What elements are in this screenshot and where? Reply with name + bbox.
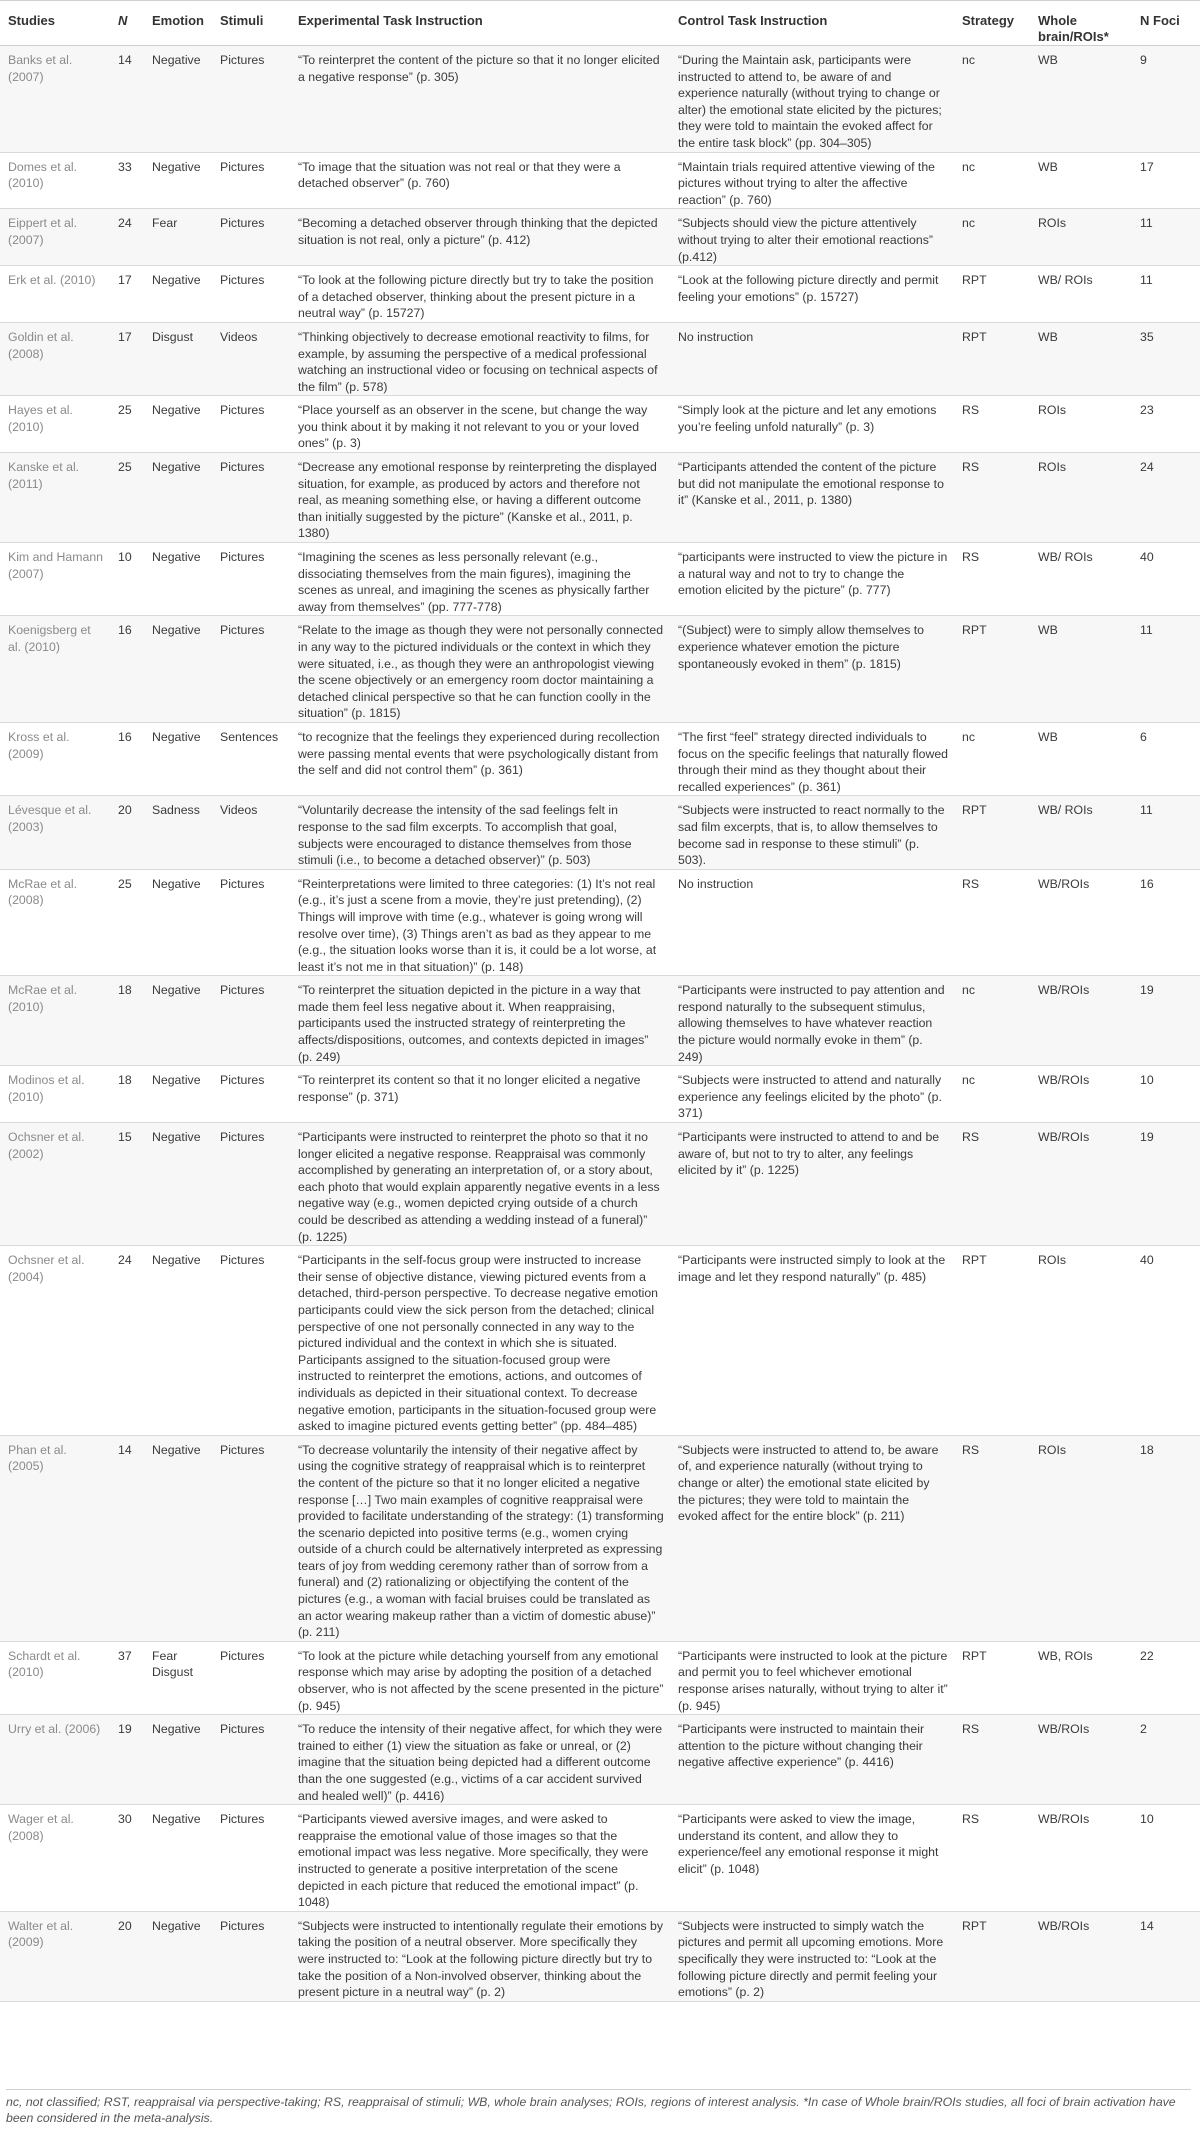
table-row xyxy=(0,1123,1200,1246)
table-row xyxy=(0,322,1200,395)
emotion-cell: Fear Disgust xyxy=(144,1641,212,1714)
whole-brain-rois-cell: WB xyxy=(1030,322,1132,395)
experimental-instruction: “To look at the picture while detaching yourself from any emotional response which may arise by adopting the position of a detached observer, who is not affected by the scene presented in the picture” (p. 945) xyxy=(290,1641,670,1714)
study-name: Kanske et al. (2011) xyxy=(0,453,110,543)
n-foci-cell: 18 xyxy=(1132,1435,1200,1641)
experimental-instruction: “To look at the following picture directly but try to take the position of a detached observer, thinking about the present picture in a neutral way” (p. 15727) xyxy=(290,266,670,323)
stimuli-cell: Pictures xyxy=(212,1641,290,1714)
header-n: N xyxy=(110,1,144,46)
n-foci-cell: 23 xyxy=(1132,396,1200,453)
study-name: Lévesque et al. (2003) xyxy=(0,796,110,869)
table-row xyxy=(0,1805,1200,1912)
experimental-instruction: “Decrease any emotional response by reinterpreting the displayed situation, for example, as produced by actors and therefore not real, as meaning something else, or having a different outcome than initially suggested by the picture” (Kanske et al., 2011, p. 1380) xyxy=(290,453,670,543)
n-foci-cell: 40 xyxy=(1132,543,1200,616)
strategy-cell: RPT xyxy=(954,796,1030,869)
table-row xyxy=(0,796,1200,869)
stimuli-cell: Pictures xyxy=(212,1066,290,1123)
emotion-cell: Fear xyxy=(144,209,212,266)
control-instruction: “(Subject) were to simply allow themselves to experience whatever emotion the picture spontaneously evoked in them” (p. 1815) xyxy=(670,616,954,723)
table-row xyxy=(0,1246,1200,1436)
control-instruction: “Look at the following picture directly and permit feeling your emotions” (p. 15727) xyxy=(670,266,954,323)
header-control-instruction: Control Task Instruction xyxy=(670,1,954,46)
study-name: Banks et al. (2007) xyxy=(0,46,110,153)
participant-count: 17 xyxy=(110,322,144,395)
stimuli-cell: Pictures xyxy=(212,1715,290,1805)
table-body xyxy=(0,46,1200,2002)
participant-count: 25 xyxy=(110,396,144,453)
n-foci-cell: 19 xyxy=(1132,976,1200,1066)
emotion-cell: Negative xyxy=(144,396,212,453)
experimental-instruction: “To reinterpret the content of the picture so that it no longer elicited a negative response” (p. 305) xyxy=(290,46,670,153)
stimuli-cell: Pictures xyxy=(212,616,290,723)
table-row xyxy=(0,1641,1200,1714)
stimuli-cell: Pictures xyxy=(212,1805,290,1912)
whole-brain-rois-cell: WB/ROIs xyxy=(1030,1805,1132,1912)
n-foci-cell: 14 xyxy=(1132,1911,1200,2001)
header-strategy: Strategy xyxy=(954,1,1030,46)
emotion-cell: Negative xyxy=(144,616,212,723)
header-experimental-instruction: Experimental Task Instruction xyxy=(290,1,670,46)
whole-brain-rois-cell: WB/ROIs xyxy=(1030,1911,1132,2001)
n-foci-cell: 19 xyxy=(1132,1123,1200,1246)
stimuli-cell: Pictures xyxy=(212,152,290,209)
participant-count: 25 xyxy=(110,453,144,543)
n-foci-cell: 2 xyxy=(1132,1715,1200,1805)
table-row xyxy=(0,1911,1200,2001)
emotion-cell: Negative xyxy=(144,976,212,1066)
whole-brain-rois-cell: WB xyxy=(1030,152,1132,209)
experimental-instruction: “Participants were instructed to reinterpret the photo so that it no longer elicited a negative response. Reappraisal was commonly accomplished by generating an interpretation of, or a story about, each photo that would explain apparently negative events in a less negative way (e.g., women depicted crying outside of a church could be described as attending a wedding instead of a funeral)” (p. 1225) xyxy=(290,1123,670,1246)
control-instruction: “Simply look at the picture and let any emotions you’re feeling unfold naturally” (p. 3) xyxy=(670,396,954,453)
study-name: Modinos et al. (2010) xyxy=(0,1066,110,1123)
stimuli-cell: Pictures xyxy=(212,1246,290,1436)
whole-brain-rois-cell: WB xyxy=(1030,46,1132,153)
stimuli-cell: Pictures xyxy=(212,1123,290,1246)
whole-brain-rois-cell: WB xyxy=(1030,722,1132,795)
study-name: Erk et al. (2010) xyxy=(0,266,110,323)
n-foci-cell: 11 xyxy=(1132,796,1200,869)
header-n-foci: N Foci xyxy=(1132,1,1200,46)
study-name: McRae et al. (2008) xyxy=(0,869,110,976)
whole-brain-rois-cell: ROIs xyxy=(1030,1435,1132,1641)
table-row xyxy=(0,453,1200,543)
control-instruction: “Participants were instructed to pay attention and respond naturally to the subsequent stimulus, allowing themselves to have whatever reaction the picture would normally evoke in them” (p. 249) xyxy=(670,976,954,1066)
control-instruction: “Subjects were instructed to react normally to the sad film excerpts, that is, to allow themselves to become sad in response to these stimuli” (p. 503). xyxy=(670,796,954,869)
experimental-instruction: “Participants in the self-focus group were instructed to increase their sense of objective distance, viewing pictured events from a detached, third-person perspective. To decrease negative emotion participants could view the sick person from the detached; clinical perspective of one not personally connected in any way to the pictured individual and the context in which she is situated. Participants assigned to the situation-focused group were instructed to reinterpret the emotions, actions, and outcomes of individuals as depicted in their situational context. To decrease negative emotion, participants in the situation-focused group were asked to imagine pictured events getting better” (pp. 484–485) xyxy=(290,1246,670,1436)
table-row xyxy=(0,152,1200,209)
experimental-instruction: “To decrease voluntarily the intensity of their negative affect by using the cognitive strategy of reappraisal which is to reinterpret the content of the picture so that it no longer elicited a negative response […] Two main examples of cognitive reappraisal were provided to facilitate understanding of the strategy: (1) transforming the scenario depicted into positive terms (e.g., women crying outside of a church could be alternatively interpreted as expressing tears of joy from wedding ceremony rather than of sorrow from a funeral) and (2) rationalizing or objectifying the content of the pictures (e.g., a woman with facial bruises could be translated as an actor wearing makeup rather than a victim of domestic abuse)” (p. 211) xyxy=(290,1435,670,1641)
emotion-cell: Disgust xyxy=(144,322,212,395)
participant-count: 24 xyxy=(110,1246,144,1436)
experimental-instruction: “Participants viewed aversive images, and were asked to reappraise the emotional value of those images so that the emotional impact was less negative. More specifically, they were instructed to generate a positive interpretation of the scene depicted in each picture that reduced the emotional impact” (p. 1048) xyxy=(290,1805,670,1912)
strategy-cell: RPT xyxy=(954,1911,1030,2001)
emotion-cell: Negative xyxy=(144,1911,212,2001)
strategy-cell: RPT xyxy=(954,266,1030,323)
whole-brain-rois-cell: WB/ROIs xyxy=(1030,1123,1132,1246)
table-row xyxy=(0,396,1200,453)
participant-count: 24 xyxy=(110,209,144,266)
experimental-instruction: “Reinterpretations were limited to three categories: (1) It’s not real (e.g., it’s just a scene from a movie, they’re just pretending), (2) Things will improve with time (e.g., whatever is going wrong will resolve over time), (3) Things aren’t as bad as they appear to me (e.g., the situation looks worse than it is, it could be a lot worse, at least it’s not me in that situation)” (p. 148) xyxy=(290,869,670,976)
emotion-cell: Negative xyxy=(144,1246,212,1436)
n-foci-cell: 10 xyxy=(1132,1805,1200,1912)
strategy-cell: RS xyxy=(954,1123,1030,1246)
stimuli-cell: Pictures xyxy=(212,396,290,453)
control-instruction: “During the Maintain ask, participants were instructed to attend to, be aware of and experience naturally (without trying to change or alter) the emotional state elicited by the pictures; they were told to maintain the evoked affect for the entire task block” (pp. 304–305) xyxy=(670,46,954,153)
participant-count: 10 xyxy=(110,543,144,616)
n-foci-cell: 10 xyxy=(1132,1066,1200,1123)
stimuli-cell: Sentences xyxy=(212,722,290,795)
whole-brain-rois-cell: WB xyxy=(1030,616,1132,723)
study-name: Ochsner et al. (2002) xyxy=(0,1123,110,1246)
control-instruction: “Subjects were instructed to simply watch the pictures and permit all upcoming emotions. More specifically they were instructed to: “Look at the following picture directly and permit feeling your emotions” (p. 2) xyxy=(670,1911,954,2001)
stimuli-cell: Videos xyxy=(212,796,290,869)
control-instruction: “Subjects should view the picture attentively without trying to alter their emotional reactions” (p.412) xyxy=(670,209,954,266)
participant-count: 14 xyxy=(110,46,144,153)
n-foci-cell: 11 xyxy=(1132,616,1200,723)
study-name: Eippert et al. (2007) xyxy=(0,209,110,266)
control-instruction: No instruction xyxy=(670,322,954,395)
emotion-cell: Negative xyxy=(144,266,212,323)
stimuli-cell: Pictures xyxy=(212,1911,290,2001)
strategy-cell: RS xyxy=(954,1805,1030,1912)
strategy-cell: nc xyxy=(954,1066,1030,1123)
emotion-cell: Negative xyxy=(144,1805,212,1912)
strategy-cell: nc xyxy=(954,209,1030,266)
header-studies: Studies xyxy=(0,1,110,46)
participant-count: 16 xyxy=(110,616,144,723)
experimental-instruction: “To reinterpret its content so that it no longer elicited a negative response” (p. 371) xyxy=(290,1066,670,1123)
participant-count: 37 xyxy=(110,1641,144,1714)
header-stimuli: Stimuli xyxy=(212,1,290,46)
table-row xyxy=(0,209,1200,266)
strategy-cell: RS xyxy=(954,869,1030,976)
strategy-cell: RPT xyxy=(954,1641,1030,1714)
participant-count: 30 xyxy=(110,1805,144,1912)
n-foci-cell: 11 xyxy=(1132,209,1200,266)
study-name: Goldin et al. (2008) xyxy=(0,322,110,395)
whole-brain-rois-cell: ROIs xyxy=(1030,396,1132,453)
control-instruction: “Maintain trials required attentive viewing of the pictures without trying to alter the affective reaction” (p. 760) xyxy=(670,152,954,209)
n-foci-cell: 22 xyxy=(1132,1641,1200,1714)
study-name: Hayes et al. (2010) xyxy=(0,396,110,453)
emotion-cell: Negative xyxy=(144,1123,212,1246)
whole-brain-rois-cell: ROIs xyxy=(1030,1246,1132,1436)
experimental-instruction: “Relate to the image as though they were not personally connected in any way to the pictured individuals or the context in which they were situated, i.e., as though they were an anthropologist viewing the scene objectively or an emergency room doctor maintaining a detached clinical perspective so that he can function coolly in the situation” (p. 1815) xyxy=(290,616,670,723)
control-instruction: “Participants were asked to view the image, understand its content, and allow they to experience/feel any emotional response it might elicit” (p. 1048) xyxy=(670,1805,954,1912)
stimuli-cell: Pictures xyxy=(212,266,290,323)
n-foci-cell: 35 xyxy=(1132,322,1200,395)
n-foci-cell: 11 xyxy=(1132,266,1200,323)
control-instruction: “Participants were instructed to look at the picture and permit you to feel whichever emotional response arises naturally, without trying to alter it” (p. 945) xyxy=(670,1641,954,1714)
header-whole-brain-rois: Whole brain/ROIs* xyxy=(1030,1,1132,46)
participant-count: 18 xyxy=(110,1066,144,1123)
n-foci-cell: 9 xyxy=(1132,46,1200,153)
table-row xyxy=(0,266,1200,323)
table-footnote: nc, not classified; RST, reappraisal via perspective-taking; RS, reappraisal of stimuli; WB, whole brain analyses; ROIs, regions of interest analysis. *In case of Whole brain/ROIs studies, all foci of brain activation have been considered in the meta-analysis. xyxy=(6,2089,1191,2126)
control-instruction: “Subjects were instructed to attend to, be aware of, and experience naturally (without trying to change or alter) the emotional state elicited by the pictures; they were told to maintain the evoked affect for the entire block” (p. 211) xyxy=(670,1435,954,1641)
experimental-instruction: “Thinking objectively to decrease emotional reactivity to films, for example, by assuming the perspective of a medical professional watching an instructional video or focusing on technical aspects of the film” (p. 578) xyxy=(290,322,670,395)
participant-count: 18 xyxy=(110,976,144,1066)
strategy-cell: RS xyxy=(954,396,1030,453)
stimuli-cell: Pictures xyxy=(212,869,290,976)
study-name: Domes et al. (2010) xyxy=(0,152,110,209)
study-name: Walter et al. (2009) xyxy=(0,1911,110,2001)
participant-count: 16 xyxy=(110,722,144,795)
strategy-cell: nc xyxy=(954,976,1030,1066)
study-name: Kross et al. (2009) xyxy=(0,722,110,795)
strategy-cell: nc xyxy=(954,722,1030,795)
header-row xyxy=(0,1,1200,46)
strategy-cell: RS xyxy=(954,453,1030,543)
n-foci-cell: 6 xyxy=(1132,722,1200,795)
experimental-instruction: “To reduce the intensity of their negative affect, for which they were trained to either (1) view the situation as fake or unreal, or (2) imagine that the situation being depicted had a different outcome than the one suggested (e.g., victims of a car accident survived and healed well)” (p. 4416) xyxy=(290,1715,670,1805)
whole-brain-rois-cell: WB/ROIs xyxy=(1030,869,1132,976)
whole-brain-rois-cell: WB/ROIs xyxy=(1030,1715,1132,1805)
table-row xyxy=(0,1715,1200,1805)
table-row xyxy=(0,722,1200,795)
n-foci-cell: 40 xyxy=(1132,1246,1200,1436)
experimental-instruction: “Imagining the scenes as less personally relevant (e.g., dissociating themselves from the main figures), imagining the scenes as unreal, and imagining the scenes as physically farther away from themselves” (pp. 777-778) xyxy=(290,543,670,616)
emotion-cell: Negative xyxy=(144,543,212,616)
n-foci-cell: 17 xyxy=(1132,152,1200,209)
control-instruction: “Subjects were instructed to attend and naturally experience any feelings elicited by the photo” (p. 371) xyxy=(670,1066,954,1123)
emotion-cell: Negative xyxy=(144,722,212,795)
strategy-cell: RS xyxy=(954,1715,1030,1805)
emotion-cell: Negative xyxy=(144,1066,212,1123)
whole-brain-rois-cell: WB/ROIs xyxy=(1030,976,1132,1066)
stimuli-cell: Pictures xyxy=(212,453,290,543)
experimental-instruction: “To reinterpret the situation depicted in the picture in a way that made them feel less negative about it. When reappraising, participants used the instructed strategy of reinterpreting the affects/dispositions, outcomes, and contexts depicted in images” (p. 249) xyxy=(290,976,670,1066)
experimental-instruction: “to recognize that the feelings they experienced during recollection were passing mental events that were psychologically distant from the self and did not control them” (p. 361) xyxy=(290,722,670,795)
strategy-cell: RPT xyxy=(954,322,1030,395)
participant-count: 15 xyxy=(110,1123,144,1246)
strategy-cell: RS xyxy=(954,1435,1030,1641)
emotion-cell: Negative xyxy=(144,1715,212,1805)
whole-brain-rois-cell: ROIs xyxy=(1030,453,1132,543)
stimuli-cell: Videos xyxy=(212,322,290,395)
table-row xyxy=(0,543,1200,616)
study-name: Wager et al. (2008) xyxy=(0,1805,110,1912)
strategy-cell: nc xyxy=(954,46,1030,153)
stimuli-cell: Pictures xyxy=(212,976,290,1066)
table-row xyxy=(0,616,1200,723)
table-row xyxy=(0,1435,1200,1641)
study-name: Koenigsberg et al. (2010) xyxy=(0,616,110,723)
experimental-instruction: “Place yourself as an observer in the scene, but change the way you think about it by making it not relevant to you or your loved ones” (p. 3) xyxy=(290,396,670,453)
whole-brain-rois-cell: WB/ ROIs xyxy=(1030,266,1132,323)
participant-count: 33 xyxy=(110,152,144,209)
emotion-cell: Negative xyxy=(144,1435,212,1641)
control-instruction: “Participants were instructed simply to look at the image and let they respond naturally” (p. 485) xyxy=(670,1246,954,1436)
experimental-instruction: “Becoming a detached observer through thinking that the depicted situation is not real, only a picture” (p. 412) xyxy=(290,209,670,266)
participant-count: 19 xyxy=(110,1715,144,1805)
stimuli-cell: Pictures xyxy=(212,1435,290,1641)
stimuli-cell: Pictures xyxy=(212,543,290,616)
control-instruction: No instruction xyxy=(670,869,954,976)
study-name: Phan et al. (2005) xyxy=(0,1435,110,1641)
experimental-instruction: “Voluntarily decrease the intensity of the sad feelings felt in response to the sad film excerpts. To accomplish that goal, subjects were encouraged to distance themselves from those stimuli (i.e., to become a detached observer)” (p. 503) xyxy=(290,796,670,869)
emotion-cell: Negative xyxy=(144,453,212,543)
study-name: McRae et al. (2010) xyxy=(0,976,110,1066)
strategy-cell: RPT xyxy=(954,616,1030,723)
table-row xyxy=(0,976,1200,1066)
strategy-cell: nc xyxy=(954,152,1030,209)
study-name: Ochsner et al. (2004) xyxy=(0,1246,110,1436)
control-instruction: “Participants were instructed to maintain their attention to the picture without changing their negative affective experience” (p. 4416) xyxy=(670,1715,954,1805)
emotion-cell: Negative xyxy=(144,869,212,976)
whole-brain-rois-cell: WB/ ROIs xyxy=(1030,796,1132,869)
participant-count: 14 xyxy=(110,1435,144,1641)
participant-count: 25 xyxy=(110,869,144,976)
control-instruction: “participants were instructed to view the picture in a natural way and not to try to change the emotion elicited by the picture” (p. 777) xyxy=(670,543,954,616)
control-instruction: “Participants attended the content of the picture but did not manipulate the emotional response to it” (Kanske et al., 2011, p. 1380) xyxy=(670,453,954,543)
strategy-cell: RS xyxy=(954,543,1030,616)
whole-brain-rois-cell: WB, ROIs xyxy=(1030,1641,1132,1714)
whole-brain-rois-cell: WB/ ROIs xyxy=(1030,543,1132,616)
emotion-cell: Sadness xyxy=(144,796,212,869)
stimuli-cell: Pictures xyxy=(212,209,290,266)
whole-brain-rois-cell: WB/ROIs xyxy=(1030,1066,1132,1123)
table-row xyxy=(0,46,1200,153)
study-name: Kim and Hamann (2007) xyxy=(0,543,110,616)
n-foci-cell: 24 xyxy=(1132,453,1200,543)
participant-count: 20 xyxy=(110,796,144,869)
control-instruction: “The first “feel” strategy directed individuals to focus on the specific feelings that naturally flowed through their mind as they thought about their recalled experiences” (p. 361) xyxy=(670,722,954,795)
table-header xyxy=(0,1,1200,46)
header-emotion: Emotion xyxy=(144,1,212,46)
study-name: Urry et al. (2006) xyxy=(0,1715,110,1805)
table-row xyxy=(0,869,1200,976)
emotion-cell: Negative xyxy=(144,46,212,153)
whole-brain-rois-cell: ROIs xyxy=(1030,209,1132,266)
participant-count: 17 xyxy=(110,266,144,323)
participant-count: 20 xyxy=(110,1911,144,2001)
stimuli-cell: Pictures xyxy=(212,46,290,153)
table-row xyxy=(0,1066,1200,1123)
strategy-cell: RPT xyxy=(954,1246,1030,1436)
emotion-cell: Negative xyxy=(144,152,212,209)
experimental-instruction: “To image that the situation was not real or that they were a detached observer” (p. 760) xyxy=(290,152,670,209)
study-name: Schardt et al. (2010) xyxy=(0,1641,110,1714)
experimental-instruction: “Subjects were instructed to intentionally regulate their emotions by taking the position of a neutral observer. More specifically they were instructed to: “Look at the following picture directly but try to take the position of a Non-involved observer, thinking about the present picture in a neutral way” (p. 2) xyxy=(290,1911,670,2001)
control-instruction: “Participants were instructed to attend to and be aware of, but not to try to alter, any feelings elicited by it” (p. 1225) xyxy=(670,1123,954,1246)
n-foci-cell: 16 xyxy=(1132,869,1200,976)
